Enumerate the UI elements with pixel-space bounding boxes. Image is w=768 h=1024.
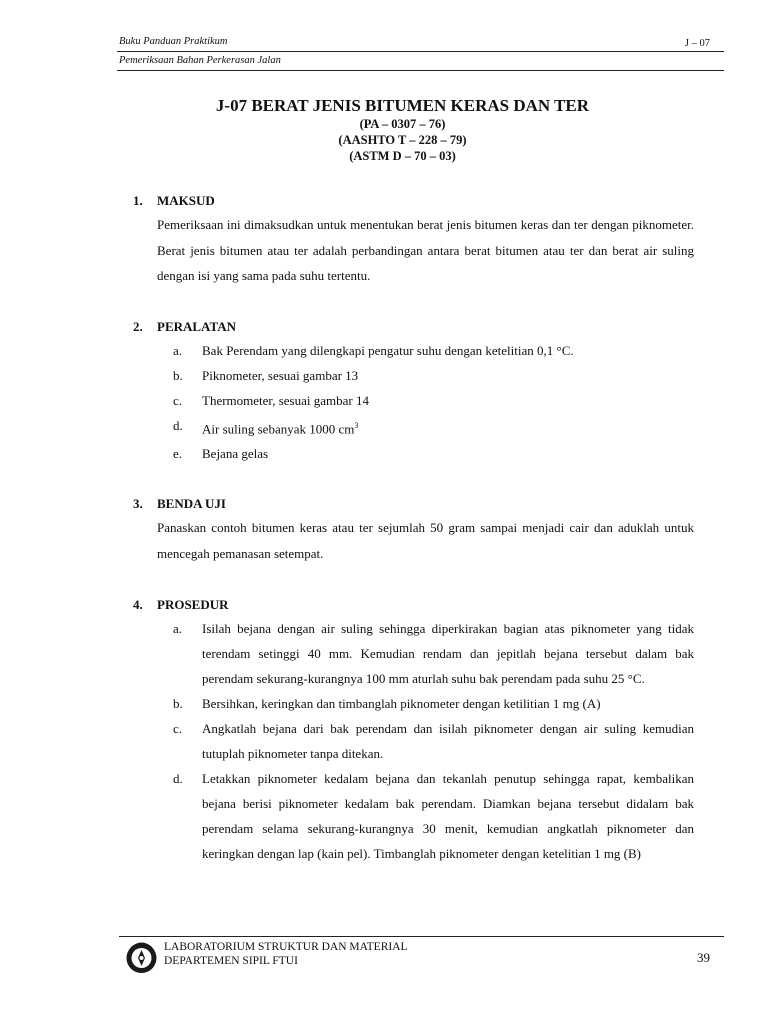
document-title: J-07 BERAT JENIS BITUMEN KERAS DAN TER bbox=[215, 96, 590, 115]
section-title: PROSEDUR bbox=[157, 597, 229, 612]
item-letter: e. bbox=[173, 446, 183, 462]
item-text bbox=[202, 413, 694, 441]
item-letter: b. bbox=[173, 696, 183, 711]
item-text: Angkatlah bejana dari bak perendam dan isilah piknometer dengan air suling kemudian tutuplah piknometer tanpa ditekan. bbox=[202, 721, 694, 761]
item-text: Letakkan piknometer kedalam bejana dan tekanlah penutup sehingga rapat, kembalikan bejana berisi piknometer kedalam bak perendam. Diamkan bejana tersebut didalam bak perendam selama sekurang-kurangnya 30 menit, kemudian angkatlah piknometer dan keringkan dengan lap (kain pel). Timbanglah piknometer dengan ketelitian 1 mg (B) bbox=[202, 771, 694, 861]
footer-institution bbox=[164, 940, 408, 968]
university-emblem-icon bbox=[125, 939, 158, 975]
item-text: Thermometer, sesuai gambar 14 bbox=[202, 393, 369, 408]
list-item bbox=[173, 766, 694, 866]
section-heading bbox=[133, 493, 694, 515]
header-divider bbox=[117, 51, 724, 52]
section-heading bbox=[133, 190, 694, 212]
section-number: 3. bbox=[133, 496, 143, 511]
list-item bbox=[173, 363, 694, 388]
footer-lab: LABORATORIUM STRUKTUR DAN MATERIAL bbox=[164, 941, 408, 953]
standard-pa: (PA – 0307 – 76) bbox=[359, 117, 446, 131]
section-heading bbox=[133, 594, 694, 616]
section-title: PERALATAN bbox=[157, 319, 236, 334]
section-title: BENDA UJI bbox=[157, 496, 226, 511]
item-letter: c. bbox=[173, 393, 183, 408]
item-letter: b. bbox=[173, 368, 183, 383]
equipment-list bbox=[173, 338, 694, 466]
section-number: 2. bbox=[133, 319, 143, 334]
running-subheader bbox=[117, 55, 724, 70]
standard-astm: (ASTM D – 70 – 03) bbox=[349, 149, 456, 163]
section-prosedur bbox=[133, 594, 694, 866]
footer-divider bbox=[119, 936, 724, 937]
item-letter: a. bbox=[173, 621, 183, 636]
list-item bbox=[173, 338, 694, 363]
list-item bbox=[173, 388, 694, 413]
section-peralatan bbox=[133, 316, 694, 466]
item-letter: d. bbox=[173, 418, 183, 433]
title-block bbox=[117, 96, 688, 164]
section-paragraph: Panaskan contoh bitumen keras atau ter sejumlah 50 gram sampai menjadi cair dan aduklah untuk mencegah pemanasan setempat. bbox=[157, 520, 694, 561]
item-letter: d. bbox=[173, 771, 183, 786]
list-item bbox=[173, 616, 694, 691]
header-subtitle: Pemeriksaan Bahan Perkerasan Jalan bbox=[119, 55, 281, 66]
section-maksud bbox=[133, 190, 694, 289]
book-title: Buku Panduan Praktikum bbox=[119, 36, 228, 47]
item-text: Piknometer, sesuai gambar 13 bbox=[202, 368, 359, 383]
header-bottom-rule bbox=[117, 70, 724, 71]
footer-department: DEPARTEMEN SIPIL FTUI bbox=[164, 955, 298, 967]
procedure-list bbox=[173, 616, 694, 866]
list-item bbox=[173, 413, 694, 441]
item-text-main: Air suling sebanyak 1000 cm bbox=[202, 421, 355, 437]
section-heading bbox=[133, 316, 694, 338]
section-paragraph: Pemeriksaan ini dimaksudkan untuk menentukan berat jenis bitumen keras dan ter dengan piknometer. Berat jenis bitumen atau ter adalah perbandingan antara berat bitumen atau ter dan berat air suling dengan isi yang sama pada suhu tertentu. bbox=[157, 217, 694, 283]
section-title: MAKSUD bbox=[157, 193, 215, 208]
list-item bbox=[173, 691, 694, 716]
section-number: 1. bbox=[133, 193, 143, 208]
item-text: Bersihkan, keringkan dan timbanglah piknometer dengan ketilitian 1 mg (A) bbox=[202, 696, 601, 711]
superscript: 3 bbox=[354, 421, 359, 430]
list-item bbox=[173, 441, 694, 466]
running-header bbox=[117, 36, 724, 51]
item-text: Isilah bejana dengan air suling sehingga diperkirakan bagian atas piknometer yang tidak terendam setinggi 40 mm. Kemudian rendam dan jepitlah bejana tersebut dalam bak perendam sekurang-kurangnya 100 mm aturlah suhu bak perendam pada suhu 25 °C. bbox=[202, 621, 694, 686]
list-item bbox=[173, 716, 694, 766]
item-letter: a. bbox=[173, 343, 183, 358]
standard-aashto: (AASHTO T – 228 – 79) bbox=[338, 133, 467, 147]
item-text: Bak Perendam yang dilengkapi pengatur suhu dengan ketelitian 0,1 °C. bbox=[202, 343, 574, 358]
page-number: 39 bbox=[697, 950, 710, 965]
section-number: 4. bbox=[133, 597, 143, 612]
chapter-code: J – 07 bbox=[684, 38, 710, 49]
section-benda-uji bbox=[133, 493, 694, 566]
item-letter: c. bbox=[173, 721, 183, 736]
item-text: Bejana gelas bbox=[202, 446, 269, 462]
